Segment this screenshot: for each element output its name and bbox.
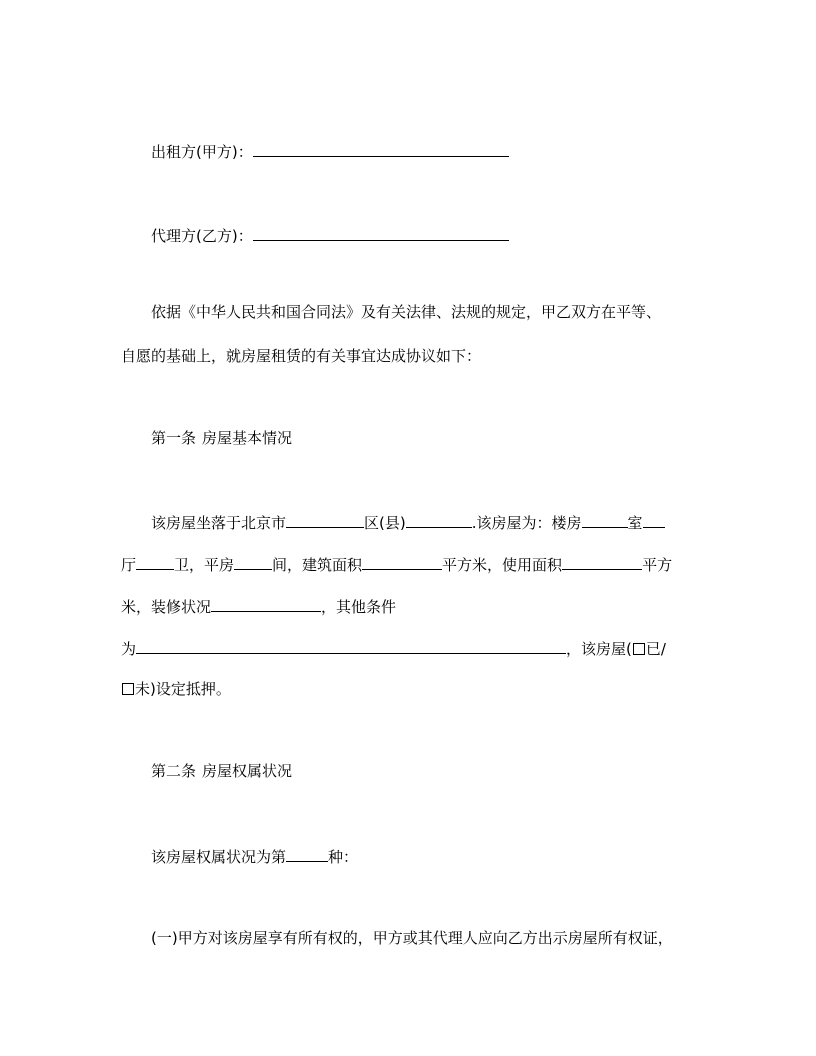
mortgaged-yes-label: 已/ [645, 640, 666, 658]
lessor-line [151, 140, 731, 162]
agent-label: 代理方(乙方)： [151, 227, 253, 245]
usable-area-blank[interactable] [562, 553, 642, 570]
article1-text: ，该房屋( [566, 640, 632, 658]
article2-title: 房屋权属状况 [202, 762, 293, 780]
mortgaged-no-checkbox[interactable] [122, 683, 134, 695]
mortgaged-no-label: 未 [135, 680, 151, 698]
article2-heading [151, 761, 731, 781]
agent-blank[interactable] [253, 224, 509, 241]
article1-text: 为 [121, 640, 137, 658]
article1-text: ，其他条件 [321, 598, 397, 616]
article2-paragraph-2: (一)甲方对该房屋享有所有权的，甲方或其代理人应向乙方出示房屋所有权证， [151, 929, 673, 947]
article2-text: 该房屋权属状况为第 [151, 848, 287, 866]
agent-line [151, 224, 731, 246]
article1-line-4 [121, 637, 701, 659]
intro-line-1: 依据《中华人民共和国合同法》及有关法律、法规的规定，甲乙双方在平等、 [151, 303, 662, 321]
other-conditions-blank[interactable] [136, 637, 566, 654]
article1-text: 该房屋坐落于北京市 [151, 514, 287, 532]
article1-text: 室 [627, 514, 643, 532]
article2-number: 第二条 [151, 762, 197, 780]
rooms-blank[interactable] [582, 511, 628, 528]
article1-heading [151, 428, 731, 448]
district-blank[interactable] [286, 511, 364, 528]
article1-line-2 [121, 553, 701, 575]
article1-text: 厅 [121, 556, 137, 574]
article2-paragraph-1 [151, 845, 731, 867]
article1-text: )设定抵押。 [150, 680, 231, 698]
ownership-type-blank[interactable] [286, 845, 328, 862]
article1-text: .该房屋为：楼房 [471, 514, 582, 532]
article1-line-5 [121, 679, 701, 699]
intro-line-2: 自愿的基础上，就房屋租赁的有关事宜达成协议如下： [121, 347, 482, 365]
mortgaged-yes-checkbox[interactable] [633, 643, 645, 655]
article1-number: 第一条 [151, 429, 197, 447]
county-blank[interactable] [406, 511, 472, 528]
article1-text: 区(县) [364, 514, 406, 532]
floor-area-blank[interactable] [362, 553, 442, 570]
bungalow-rooms-blank[interactable] [234, 553, 272, 570]
article1-text: 平方 [642, 556, 673, 574]
article1-text: 米，装修状况 [121, 598, 212, 616]
article1-text: 间，建筑面积 [272, 556, 363, 574]
article1-text: 平方米，使用面积 [442, 556, 563, 574]
article1-line-3 [121, 595, 701, 617]
article1-title: 房屋基本情况 [202, 429, 293, 447]
decoration-blank[interactable] [211, 595, 321, 612]
halls-blank[interactable] [643, 511, 665, 528]
article2-text: 种： [328, 848, 359, 866]
lessor-label: 出租方(甲方)： [151, 143, 253, 161]
article1-text: 卫，平房 [174, 556, 235, 574]
lessor-blank[interactable] [253, 140, 509, 157]
bathrooms-blank[interactable] [136, 553, 174, 570]
article1-line-1 [151, 511, 731, 533]
